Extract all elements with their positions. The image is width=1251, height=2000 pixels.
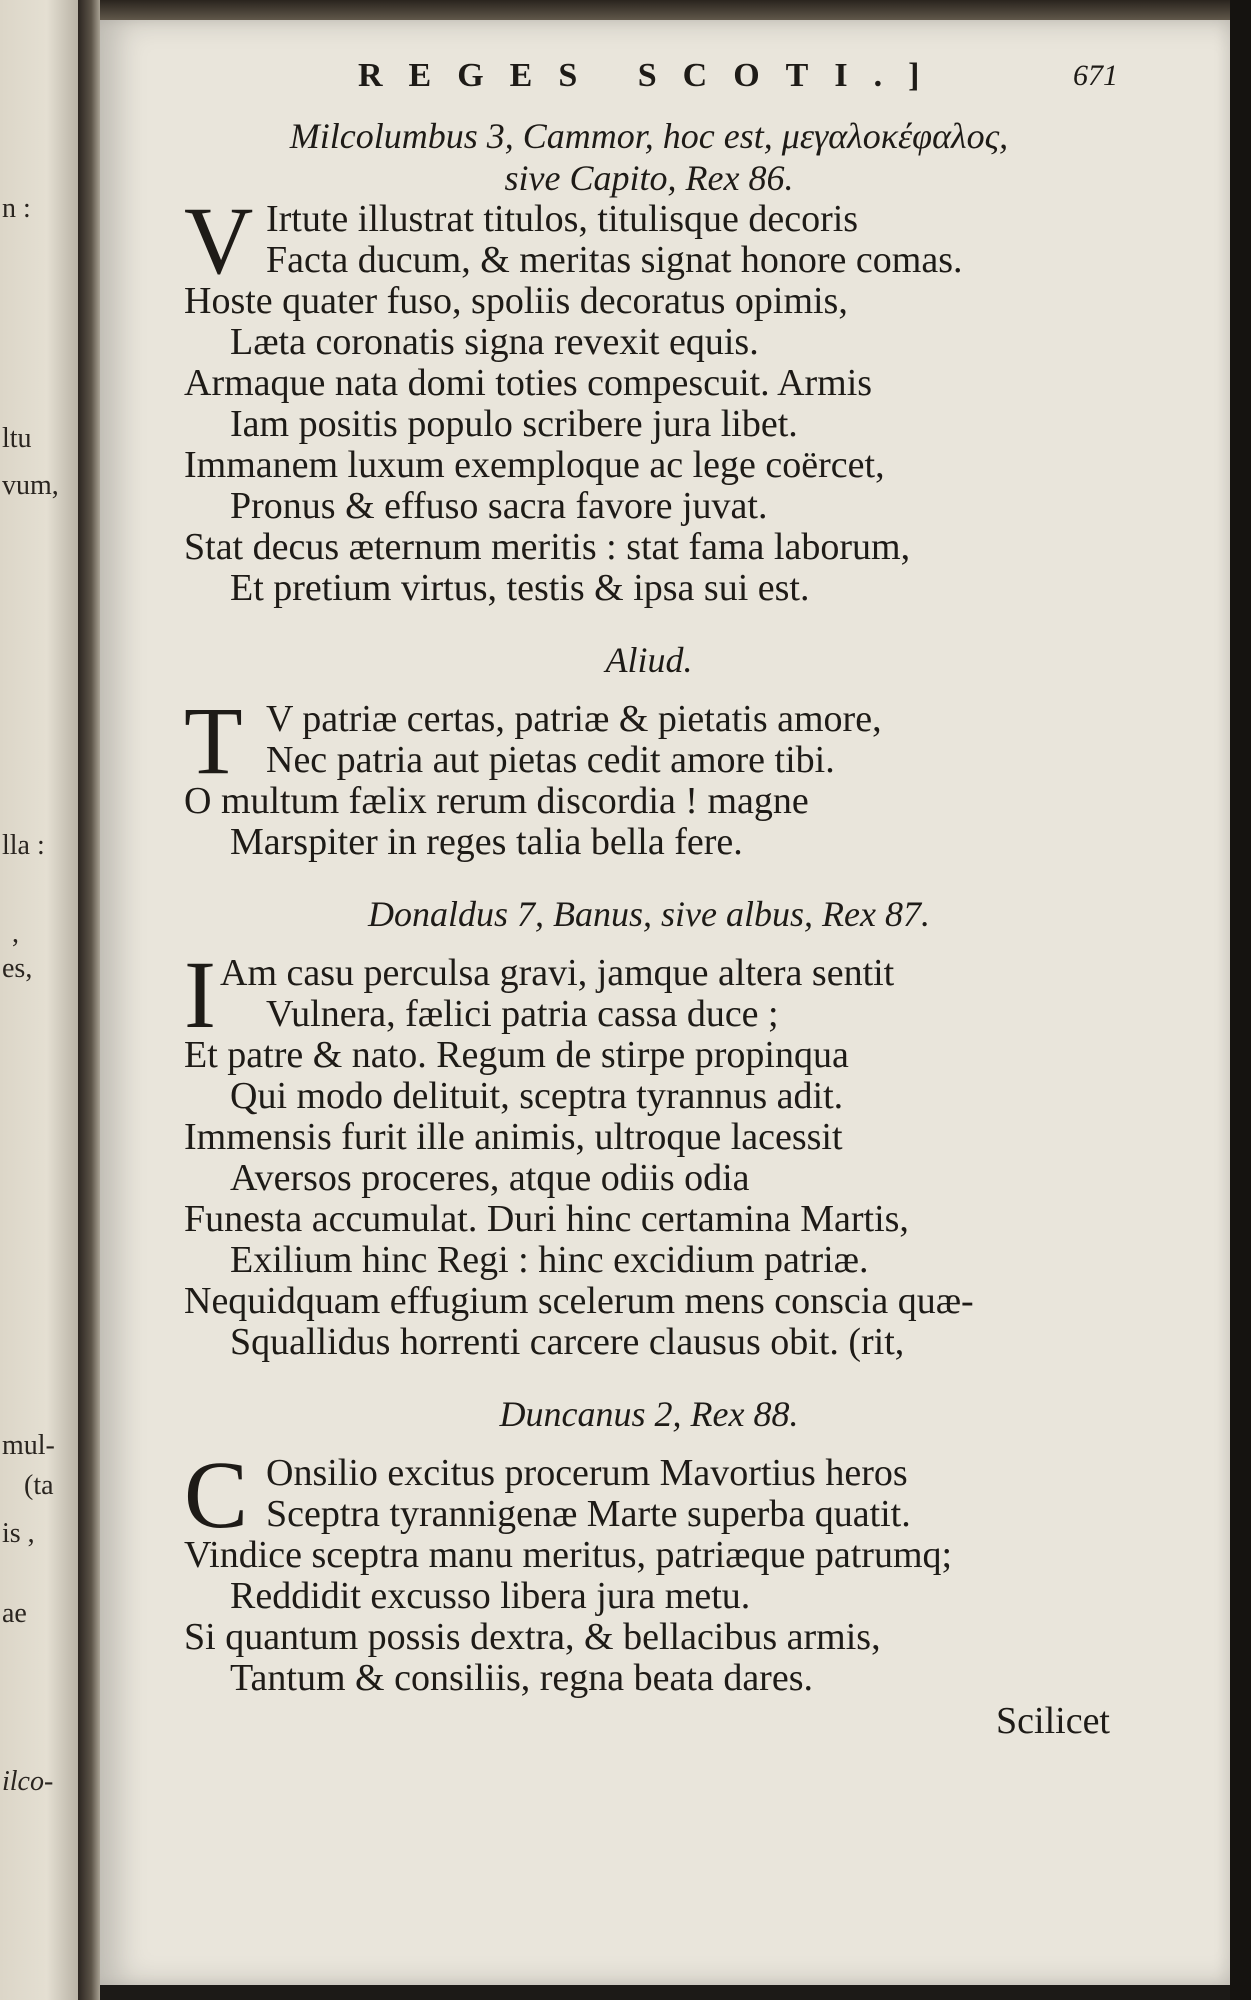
drop-cap: C xyxy=(184,1441,249,1548)
poem-line: Irtute illustrat titulos, titulisque decoris xyxy=(266,198,859,240)
poem-line: Et patre & nato. Regum de stirpe propinqua xyxy=(184,1034,849,1076)
margin-fragment: ltu xyxy=(2,423,32,454)
poem-block xyxy=(184,1441,1114,1699)
margin-fragment: ilco- xyxy=(2,1766,54,1797)
running-head xyxy=(184,55,1118,115)
poem-line: Squallidus horrenti carcere clausus obit. (rit, xyxy=(230,1321,905,1363)
poem-line: Si quantum possis dextra, & bellacibus armis, xyxy=(184,1616,881,1658)
poem-block xyxy=(184,187,1114,609)
poem-line: Stat decus æternum meritis : stat fama laborum, xyxy=(184,526,911,568)
poem-block xyxy=(184,941,1114,1363)
poem-line: Iam positis populo scribere jura libet. xyxy=(230,403,798,445)
poem-line: Nequidquam effugium scelerum mens conscia quæ- xyxy=(184,1280,974,1322)
page-text xyxy=(184,55,1118,1743)
page-right-edge xyxy=(1230,0,1251,2000)
poem-line: Funesta accumulat. Duri hinc certamina Martis, xyxy=(184,1198,909,1240)
poem-line: Facta ducum, & meritas signat honore comas. xyxy=(266,239,963,281)
heading-text: Duncanus 2, Rex 88. xyxy=(499,1394,799,1434)
facing-page-margin xyxy=(0,0,81,2000)
poem-line: Vulnera, fælici patria cassa duce ; xyxy=(266,993,779,1035)
poem-line: O multum fælix rerum discordia ! magne xyxy=(184,780,809,822)
section-heading xyxy=(184,893,1114,935)
poem-line: Sceptra tyrannigenæ Marte superba quatit. xyxy=(266,1493,911,1535)
poem-line: Tantum & consiliis, regna beata dares. xyxy=(230,1657,813,1699)
margin-fragment: lla : xyxy=(2,830,45,861)
poem-line: Am casu perculsa gravi, jamque altera sentit xyxy=(220,952,895,994)
margin-fragment: ae xyxy=(2,1598,27,1629)
poem-line: Exilium hinc Regi : hinc excidium patriæ. xyxy=(230,1239,869,1281)
poem-line: Aversos proceres, atque odiis odia xyxy=(230,1157,750,1199)
poem-line: Immanem luxum exemploque ac lege coërcet, xyxy=(184,444,885,486)
poem-line: Reddidit excusso libera jura metu. xyxy=(230,1575,751,1617)
margin-fragment: is , xyxy=(2,1518,35,1549)
margin-fragment: (ta xyxy=(24,1470,54,1501)
section-heading xyxy=(184,115,1114,199)
margin-fragment: es, xyxy=(2,953,33,984)
poem-line: Armaque nata domi toties compescuit. Armis xyxy=(184,362,873,404)
margin-fragment: mul- xyxy=(2,1430,55,1461)
section-heading xyxy=(184,1393,1114,1435)
heading-text: Donaldus 7, Banus, sive albus, Rex 87. xyxy=(368,894,930,934)
heading-subtitle: sive Capito, Rex 86. xyxy=(504,158,794,198)
poem-line: Pronus & effuso sacra favore juvat. xyxy=(230,485,768,527)
drop-cap: T xyxy=(184,687,243,794)
poem-line: Onsilio excitus procerum Mavortius heros xyxy=(266,1452,908,1494)
book-gutter xyxy=(78,0,100,2000)
heading-text: Milcolumbus 3, Cammor, hoc est, μεγαλοκέφαλος, xyxy=(289,116,1009,156)
running-head-title: REGES SCOTI.] xyxy=(358,57,946,94)
poem-line: V patriæ certas, patriæ & pietatis amore, xyxy=(266,698,882,740)
page-number: 671 xyxy=(1073,59,1118,92)
poem-line: Immensis furit ille animis, ultroque lacessit xyxy=(184,1116,843,1158)
catchword: Scilicet xyxy=(996,1700,1110,1742)
poem-line: Nec patria aut pietas cedit amore tibi. xyxy=(266,739,835,781)
poem-line: Qui modo delituit, sceptra tyrannus adit. xyxy=(230,1075,844,1117)
poem-line: Et pretium virtus, testis & ipsa sui est. xyxy=(230,567,810,609)
section-heading xyxy=(184,639,1114,681)
poem-line: Hoste quater fuso, spoliis decoratus opimis, xyxy=(184,280,848,322)
poem-block xyxy=(184,687,1114,863)
margin-fragment: vum, xyxy=(2,470,59,501)
margin-fragment: n : xyxy=(2,193,31,224)
drop-cap: I xyxy=(184,941,216,1048)
margin-fragment: , xyxy=(12,918,19,949)
poem-line: Vindice sceptra manu meritus, patriæque patrumq; xyxy=(184,1534,953,1576)
drop-cap: V xyxy=(184,187,254,294)
poem-line: Læta coronatis signa revexit equis. xyxy=(230,321,759,363)
heading-text: Aliud. xyxy=(605,640,693,680)
poem-line: Marspiter in reges talia bella fere. xyxy=(230,821,743,863)
